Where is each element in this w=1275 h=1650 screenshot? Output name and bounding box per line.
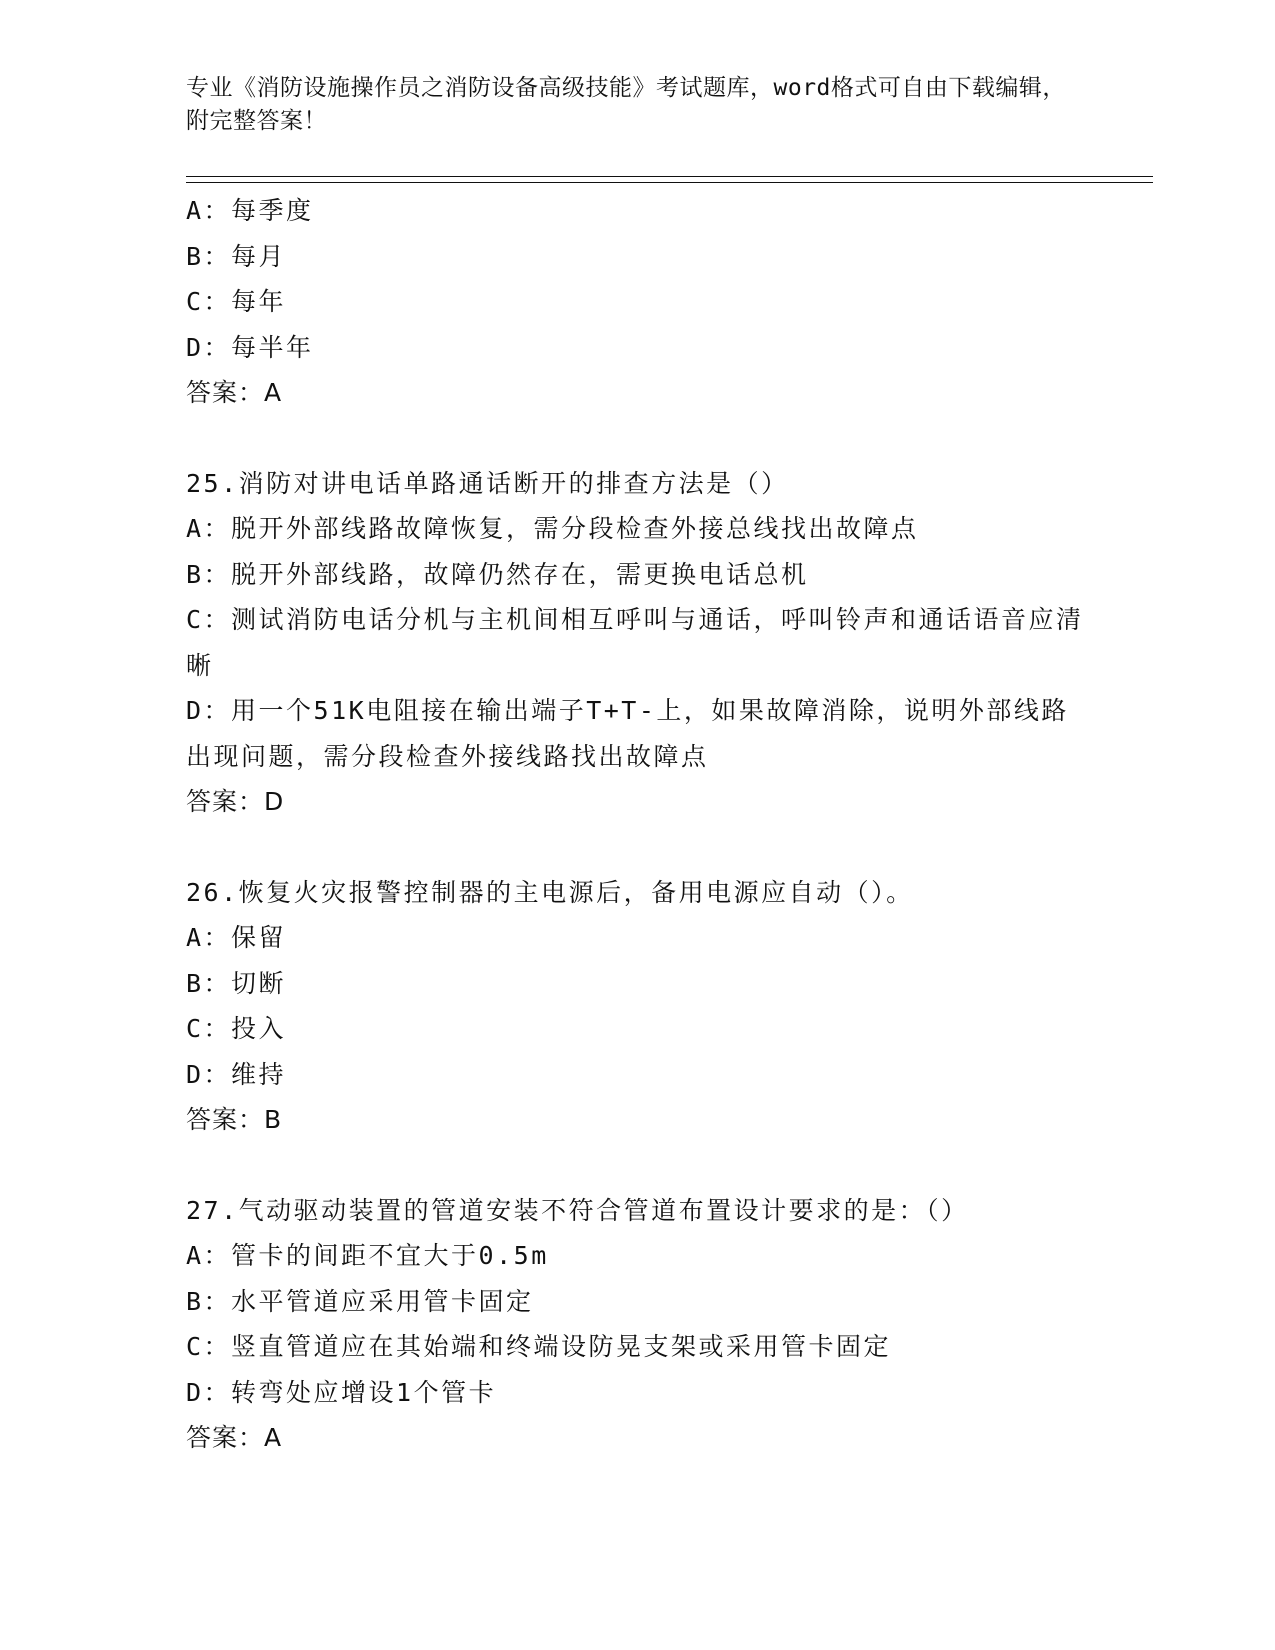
option-a: A：保留 <box>186 923 287 952</box>
option-b: B：脱开外部线路，故障仍然存在，需更换电话总机 <box>186 559 809 589</box>
option-c: C：投入 <box>186 1014 287 1043</box>
option-d: D：每半年 <box>186 332 314 362</box>
spacer <box>186 1143 1086 1188</box>
option-a: A：每季度 <box>186 196 314 225</box>
option-b: B：水平管道应采用管卡固定 <box>186 1286 534 1316</box>
option-d: D：转弯处应增设1个管卡 <box>186 1377 497 1407</box>
answer: 答案：B <box>186 1105 283 1134</box>
question-list <box>186 188 1086 1461</box>
option-b: B：切断 <box>186 968 287 998</box>
question-26 <box>186 870 1086 1143</box>
document-header: 专业《消防设施操作员之消防设备高级技能》考试题库，word格式可自由下载编辑，附完整答案！ <box>186 75 1066 134</box>
spacer <box>186 416 1086 461</box>
answer: 答案：A <box>186 378 283 407</box>
header-divider-top <box>186 176 1153 177</box>
answer: 答案：D <box>186 787 285 816</box>
spacer <box>186 825 1086 870</box>
option-c: C：竖直管道应在其始端和终端设防晃支架或采用管卡固定 <box>186 1332 892 1361</box>
previous-question-options <box>186 188 1086 416</box>
option-c: C：测试消防电话分机与主机间相互呼叫与通话，呼叫铃声和通话语音应清晰 <box>186 605 1084 680</box>
option-a: A：脱开外部线路故障恢复，需分段检查外接总线找出故障点 <box>186 514 919 543</box>
option-c: C：每年 <box>186 287 287 316</box>
question-stem: 27.气动驱动装置的管道安装不符合管道布置设计要求的是：（） <box>186 1195 969 1225</box>
option-d: D：维持 <box>186 1059 287 1089</box>
question-25 <box>186 461 1086 825</box>
option-d: D：用一个51K电阻接在输出端子T+T-上，如果故障消除，说明外部线路出现问题，需分段检查外接线路找出故障点 <box>186 696 1069 771</box>
option-b: B：每月 <box>186 241 287 271</box>
header-divider-bottom <box>186 182 1153 183</box>
option-a: A：管卡的间距不宜大于0.5m <box>186 1241 549 1270</box>
answer: 答案：A <box>186 1423 283 1452</box>
question-stem: 25.消防对讲电话单路通话断开的排查方法是（） <box>186 468 789 498</box>
question-stem: 26.恢复火灾报警控制器的主电源后，备用电源应自动（）。 <box>186 877 914 907</box>
question-27 <box>186 1188 1086 1461</box>
